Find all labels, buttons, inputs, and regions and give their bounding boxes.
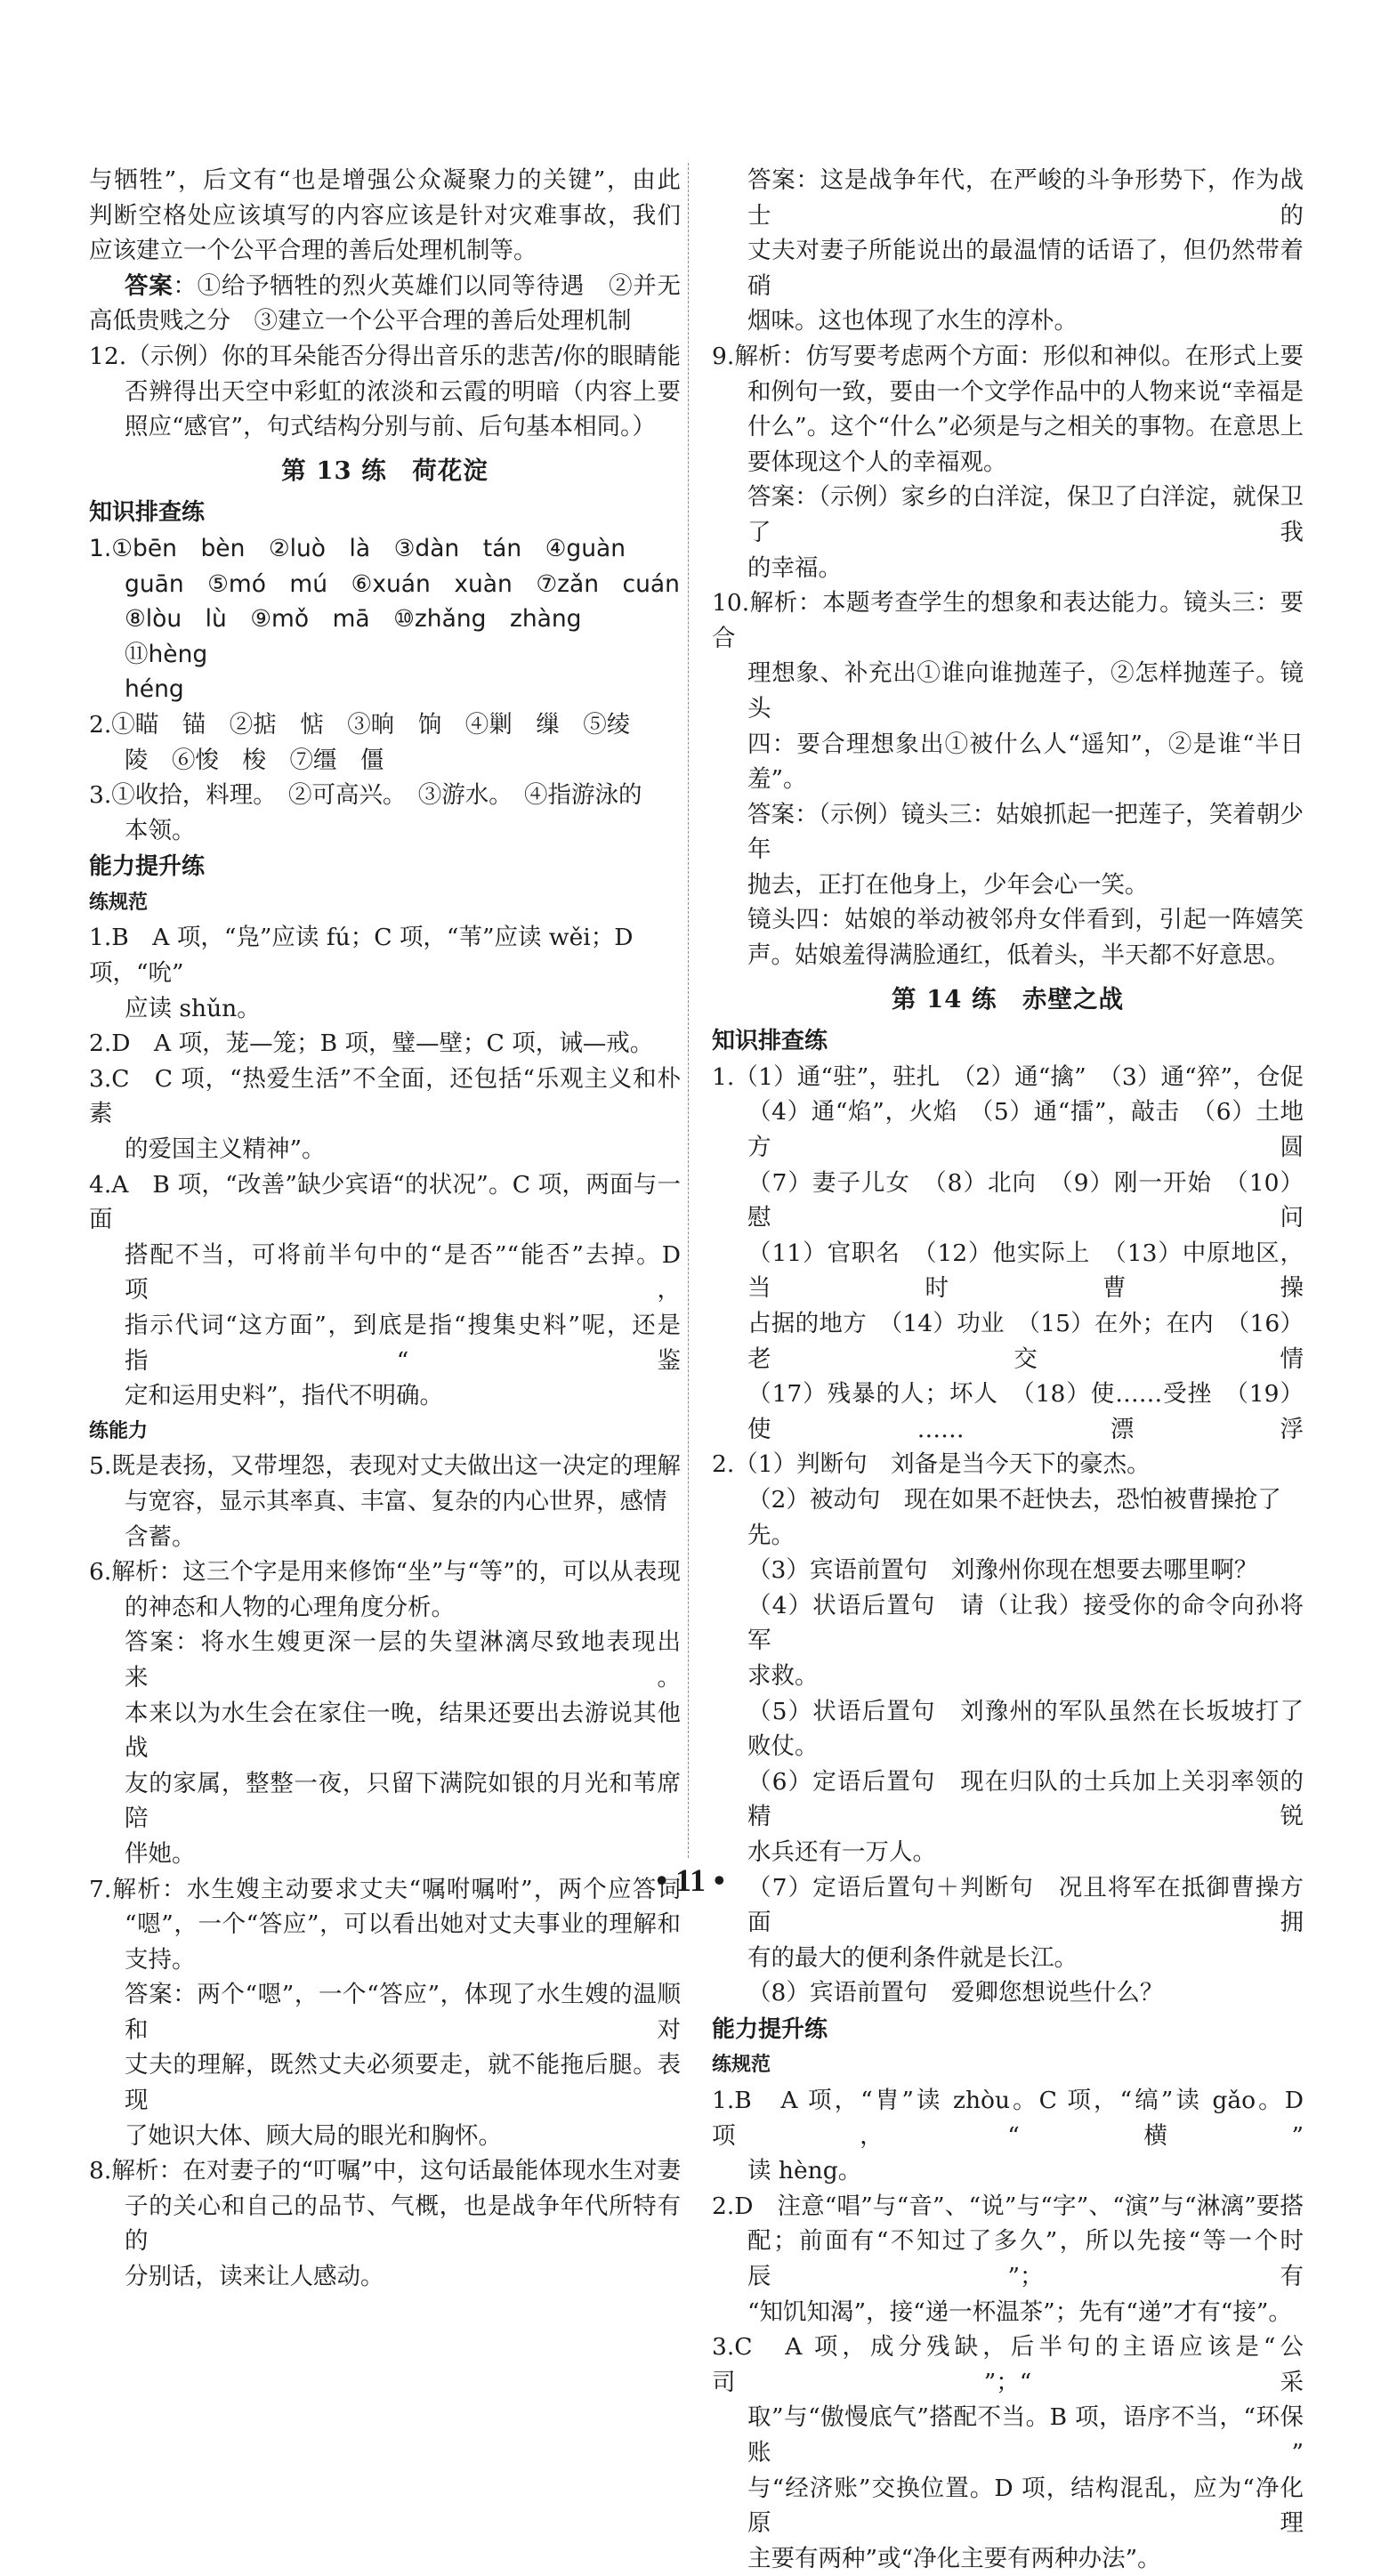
text-line: 了她识大体、顾大局的眼光和胸怀。 bbox=[125, 2121, 502, 2150]
question-12: 12.（示例）你的耳朵能否分得出音乐的悲苦/你的眼睛能 bbox=[89, 342, 681, 370]
text-line: 水兵还有一万人。 bbox=[747, 1837, 936, 1866]
text-line: （4）状语后置句 请（让我）接受你的命令向孙将军 bbox=[747, 1591, 1304, 1655]
heading-ability: 能力提升练 bbox=[712, 2015, 828, 2043]
answer-9: 9.解析：仿写要考虑两个方面：形似和神似。在形式上要 bbox=[712, 342, 1304, 370]
text-line: 丈夫对妻子所能说出的最温情的话语了，但仍然带着硝 bbox=[747, 237, 1304, 300]
text-line: ⑧lòu lù ⑨mǒ mā ⑩zhǎng zhàng ⑪hèng bbox=[125, 605, 606, 668]
text-line: 支持。 bbox=[125, 1945, 196, 1974]
grammar-q2: 2.D 注意“唱”与“音”、“说”与“字”、“演”与“淋漓”要搭 bbox=[712, 2192, 1304, 2220]
text-line: 读 hèng。 bbox=[747, 2157, 862, 2185]
answer-8-text: 答案：这是战争年代，在严峻的斗争形势下，作为战士的 bbox=[747, 166, 1304, 230]
text-line: （8）宾语前置句 爱卿您想说些什么？ bbox=[747, 1979, 1164, 2007]
text-line: 和例句一致，要由一个文学作品中的人物来说“幸福是 bbox=[747, 377, 1304, 406]
section-title-14: 第 14 练 赤壁之战 bbox=[892, 984, 1124, 1013]
text-line: 声。姑娘羞得满脸通红，低着头，半天都不好意思。 bbox=[747, 941, 1290, 970]
text-line: （11）官职名 （12）他实际上 （13）中原地区，当时曹操 bbox=[747, 1239, 1304, 1303]
text-line: 什么”。这个“什么”必须是与之相关的事物。在意思上 bbox=[747, 413, 1304, 441]
text-line: 镜头四：姑娘的举动被邻舟女伴看到，引起一阵嬉笑 bbox=[747, 906, 1304, 934]
heading-knowledge: 知识排查练 bbox=[712, 1028, 828, 1055]
page-number: • 11 • bbox=[656, 1862, 725, 1898]
text-line: guān ⑤mó mú ⑥xuán xuàn ⑦zǎn cuán bbox=[125, 569, 680, 598]
text-line: 要体现这个人的幸福观。 bbox=[747, 448, 1007, 476]
text-line: héng bbox=[125, 675, 184, 704]
text-line: 败仗。 bbox=[747, 1732, 819, 1761]
section-title-13: 第 13 练 荷花淀 bbox=[281, 456, 489, 485]
text-line: “嗯”，一个“答应”，可以看出她对丈夫事业的理解和 bbox=[125, 1910, 681, 1939]
text-line: 照应“感官”，句式结构分别与前、后句基本相同。） bbox=[125, 413, 656, 441]
answer-line bbox=[89, 269, 681, 304]
text-line: （5）状语后置句 刘豫州的军队虽然在长坂坡打了 bbox=[747, 1697, 1304, 1725]
text-line: 陵 ⑥悛 梭 ⑦缰 僵 bbox=[125, 746, 384, 774]
grammar-q1: 1.B A 项，“凫”应读 fú；C 项，“苇”应读 wěi；D 项，“吮” bbox=[89, 924, 634, 988]
grammar-q2: 2.D A 项，茏—笼；B 项，璧—壁；C 项，诫—戒。 bbox=[89, 1030, 654, 1058]
answer-10-text: 答案：（示例）镜头三：姑娘抓起一把莲子，笑着朝少年 bbox=[747, 800, 1304, 864]
text-line: 羞”。 bbox=[747, 765, 807, 794]
text-line: （6）定语后置句 现在归队的士兵加上关羽率领的精锐 bbox=[747, 1767, 1304, 1831]
text-line: 否辨得出天空中彩虹的浓淡和云霞的明暗（内容上要 bbox=[125, 377, 681, 406]
answer-8: 8.解析：在对妻子的“叮嘱”中，这句话最能体现水生对妻 bbox=[89, 2157, 681, 2185]
text-line: 本领。 bbox=[125, 816, 196, 844]
text-line: 伴她。 bbox=[125, 1839, 196, 1868]
text-line: 与牺牲”，后文有“也是增强公众凝聚力的关键”，由此 bbox=[89, 166, 681, 194]
text-line: 烟味。这也体现了水生的淳朴。 bbox=[747, 307, 1078, 335]
text-line: 搭配不当，可将前半句中的“是否”“能否”去掉。D 项， bbox=[125, 1240, 681, 1304]
text-line: 四：要合理想象出①被什么人“遥知”，②是谁“半日 bbox=[747, 730, 1304, 758]
text-line: （2）被动句 现在如果不赶快去，恐怕被曹操抢了先。 bbox=[747, 1485, 1281, 1549]
text-line: 求救。 bbox=[747, 1661, 819, 1690]
text-line: 友的家属，整整一夜，只留下满院如银的月光和苇席陪 bbox=[125, 1769, 681, 1833]
right-column bbox=[712, 163, 1304, 2576]
answer-5: 5.既是表扬，又带埋怨，表现对丈夫做出这一决定的理解 bbox=[89, 1452, 681, 1481]
knowledge-q2: 2.①瞄 锚 ②掂 惦 ③晌 饷 ④剿 缫 ⑤绫 bbox=[89, 710, 631, 739]
text-line: 有的最大的便利条件就是长江。 bbox=[747, 1943, 1078, 1972]
text-line: “知饥知渴”，接“递一杯温茶”；先有“递”才有“接”。 bbox=[747, 2297, 1292, 2326]
text-line: 定和运用史料”，指代不明确。 bbox=[125, 1382, 444, 1410]
text-line: 的神态和人物的心理角度分析。 bbox=[125, 1593, 455, 1621]
text-line: 应读 shǔn。 bbox=[125, 994, 261, 1022]
text-line: （3）宾语前置句 刘豫州你现在想要去哪里啊？ bbox=[747, 1556, 1258, 1585]
text-line: 占据的地方 （14）功业 （15）在外；在内 （16）老交情 bbox=[747, 1310, 1304, 1373]
text-line: 抛去，正打在他身上，少年会心一笑。 bbox=[747, 870, 1149, 899]
heading-knowledge: 知识排查练 bbox=[89, 499, 206, 527]
text-line: 理想象、补充出①谁向谁抛莲子，②怎样抛莲子。镜头 bbox=[747, 659, 1304, 723]
text-line: （4）通“焰”，火焰 （5）通“擂”，敲击 （6）土地方圆 bbox=[747, 1098, 1304, 1162]
left-column bbox=[89, 163, 681, 2295]
text-line: 本来以为水生会在家住一晚，结果还要出去游说其他战 bbox=[125, 1699, 681, 1763]
text-line: 判断空格处应该填写的内容应该是针对灾难事故，我们 bbox=[89, 201, 681, 230]
text-line: （7）定语后置句＋判断句 况且将军在抵御曹操方面拥 bbox=[747, 1873, 1304, 1937]
text-line: 子的关心和自己的品节、气概，也是战争年代所特有的 bbox=[125, 2192, 681, 2256]
answer-label: 答案 bbox=[125, 271, 174, 300]
text-line: 分别话，读来让人感动。 bbox=[125, 2263, 384, 2291]
answer-text: ：①给予牺牲的烈火英雄们以同等待遇 ②并无 bbox=[173, 271, 682, 300]
text-line: 取”与“傲慢底气”搭配不当。B 项，语序不当，“环保账” bbox=[747, 2403, 1304, 2467]
answer-7-text: 答案：两个“嗯”，一个“答应”，体现了水生嫂的温顺和对 bbox=[125, 1981, 681, 2044]
heading-norm: 练规范 bbox=[89, 891, 149, 914]
text-line: 丈夫的理解，既然丈夫必须要走，就不能拖后腿。表现 bbox=[125, 2051, 681, 2115]
heading-skill: 练能力 bbox=[89, 1419, 149, 1442]
grammar-q3: 3.C A 项，成分残缺，后半句的主语应该是“公司”；“采 bbox=[712, 2333, 1304, 2396]
text-line: 主要有两种”或“净化主要有两种办法”。 bbox=[747, 2544, 1161, 2572]
text-line: 配；前面有“不知过了多久”，所以先接“等一个时辰”；有 bbox=[747, 2227, 1304, 2291]
answer-10: 10.解析：本题考查学生的想象和表达能力。镜头三：要合 bbox=[712, 589, 1304, 652]
answer-6-text: 答案：将水生嫂更深一层的失望淋漓尽致地表现出来。 bbox=[125, 1628, 681, 1692]
text-line: 指示代词“这方面”，到底是指“搜集史料”呢，还是指“鉴 bbox=[125, 1312, 681, 1375]
text-line: （17）残暴的人；坏人 （18）使……受挫 （19）使……漂浮 bbox=[747, 1380, 1304, 1443]
text-line: 与宽容，显示其率真、丰富、复杂的内心世界，感情含蓄。 bbox=[125, 1487, 667, 1551]
grammar-q1: 1.B A 项，“胄”读 zhòu。C 项，“缟”读 gǎo。D 项，“横” bbox=[712, 2087, 1304, 2150]
text-line: 高低贵贱之分 ③建立一个公平合理的善后处理机制 bbox=[89, 307, 632, 335]
knowledge-q2: 2.（1）判断句 刘备是当今天下的豪杰。 bbox=[712, 1450, 1151, 1479]
text-line: （7）妻子儿女 （8）北向 （9）刚一开始 （10）慰问 bbox=[747, 1168, 1304, 1232]
knowledge-q1: 1.①bēn bèn ②luò là ③dàn tán ④guàn bbox=[89, 534, 626, 562]
answer-6: 6.解析：这三个字是用来修饰“坐”与“等”的，可以从表现 bbox=[89, 1558, 681, 1587]
knowledge-q3: 3.①收拾，料理。 ②可高兴。 ③游水。 ④指游泳的 bbox=[89, 781, 642, 810]
text-line: 应该建立一个公平合理的善后处理机制等。 bbox=[89, 237, 537, 265]
text-line: 的幸福。 bbox=[747, 553, 842, 582]
grammar-q3: 3.C C 项，“热爱生活”不全面，还包括“乐观主义和朴素 bbox=[89, 1064, 681, 1128]
text-line: 的爱国主义精神”。 bbox=[125, 1135, 326, 1164]
knowledge-q1: 1.（1）通“驻”，驻扎 （2）通“擒” （3）通“猝”，仓促 bbox=[712, 1062, 1304, 1091]
text-line: 与“经济账”交换位置。D 项，结构混乱，应为“净化原理 bbox=[747, 2474, 1304, 2538]
column-divider bbox=[688, 163, 689, 1858]
answer-7: 7.解析：水生嫂主动要求丈夫“嘱咐嘱咐”，两个应答词 bbox=[89, 1875, 681, 1903]
heading-ability: 能力提升练 bbox=[89, 853, 206, 881]
answer-9-text: 答案：（示例）家乡的白洋淀，保卫了白洋淀，就保卫了我 bbox=[747, 483, 1304, 546]
heading-norm: 练规范 bbox=[712, 2054, 771, 2077]
grammar-q4: 4.A B 项，“改善”缺少宾语“的状况”。C 项，两面与一面 bbox=[89, 1170, 681, 1234]
